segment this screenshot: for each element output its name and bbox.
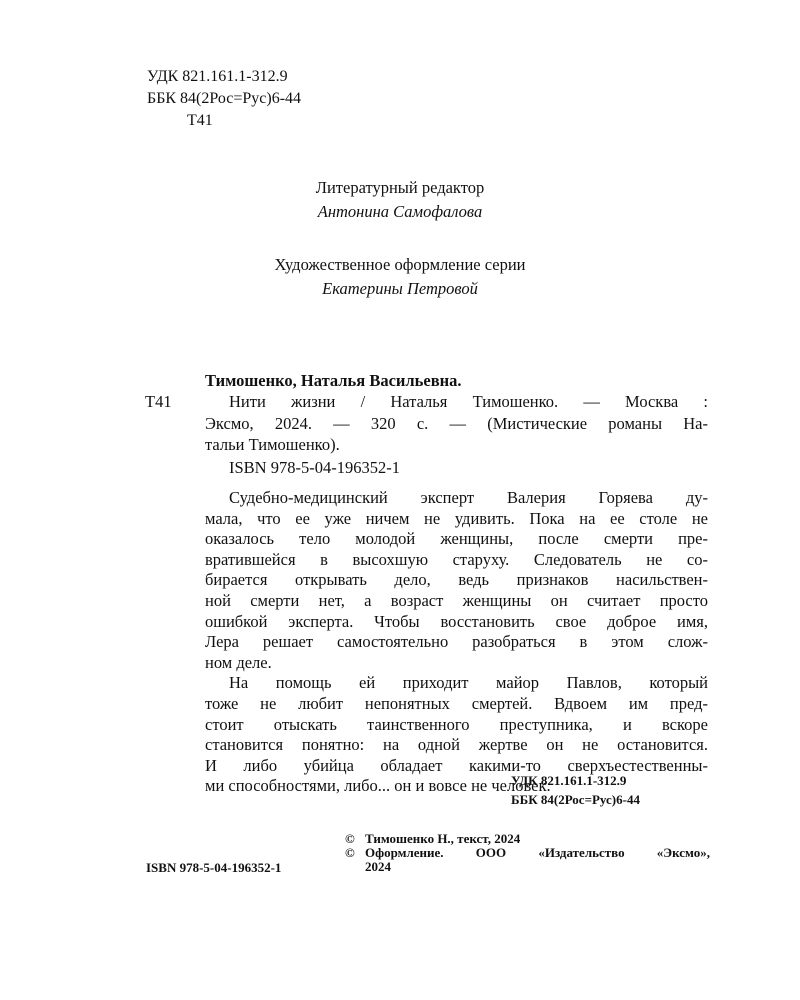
copyright-design-year: 2024 — [365, 859, 391, 874]
annotation-line: мала, что ее уже ничем не удивить. Пока на ее столе не — [205, 508, 708, 528]
header-bbk-code: ББК 84(2Рос=Рус)6-44 — [147, 90, 302, 107]
bibliography-line: Нити жизни / Наталья Тимошенко. — Москва : — [229, 392, 708, 411]
annotation-line: Судебно-медицинский эксперт Валерия Горяева ду- — [229, 488, 708, 507]
footer-udk-code: УДК 821.161.1-312.9 — [511, 773, 627, 788]
design-name: Екатерины Петровой — [322, 279, 478, 298]
editor-name: Антонина Самофалова — [317, 202, 483, 221]
header-author-mark: Т41 — [187, 112, 213, 129]
design-credit — [0, 253, 800, 301]
copyright-symbol: © — [345, 845, 355, 860]
footer-isbn: ISBN 978-5-04-196352-1 — [146, 860, 282, 875]
copyright-text — [345, 832, 710, 846]
annotation-paragraph-1 — [205, 488, 708, 673]
annotation-line: И либо убийца обладает какими-то сверхъестественны- — [205, 755, 708, 775]
header-classification-codes — [147, 66, 301, 132]
bibliography-isbn: ISBN 978-5-04-196352-1 — [229, 458, 400, 477]
copyright-design-line: Оформление. ООО «Издательство «Эксмо», — [365, 845, 710, 860]
annotation-line: бирается открывать дело, ведь признаков насильствен- — [205, 570, 708, 590]
annotation-line: вратившейся в высохшую старуху. Следователь не со- — [205, 549, 708, 569]
annotation — [205, 488, 708, 797]
annotation-line: На помощь ей приходит майор Павлов, который — [229, 673, 708, 693]
header-udk-code: УДК 821.161.1-312.9 — [147, 68, 288, 85]
copyright-symbol: © — [345, 831, 355, 846]
annotation-line: оказалось тело молодой женщины, после смерти пре- — [205, 529, 708, 549]
bibliography-line: Эксмо, 2024. — 320 с. — (Мистические романы На- — [205, 413, 708, 433]
copyright-design — [345, 846, 710, 874]
bibliography-author-mark: Т41 — [145, 392, 172, 411]
footer-bbk-code: ББК 84(2Рос=Рус)6-44 — [511, 792, 640, 807]
bibliography-author-heading: Тимошенко, Наталья Васильевна. — [205, 371, 462, 390]
annotation-line: стоит отыскать таинственного преступника, и вскоре — [205, 714, 708, 734]
annotation-line: ной смерти нет, а возраст женщины он считает просто — [205, 590, 708, 610]
annotation-line: ошибкой эксперта. Чтобы восстановить свое доброе имя, — [205, 611, 708, 631]
copyright-text-line: Тимошенко Н., текст, 2024 — [365, 831, 521, 846]
copyright-block — [345, 832, 710, 874]
design-role: Художественное оформление серии — [274, 255, 526, 274]
annotation-line: ми способностями, либо... он и вовсе не человек. — [205, 776, 551, 796]
annotation-line: становится понятно: на одной жертве он не остановится. — [205, 735, 708, 755]
editor-credit — [0, 176, 800, 224]
footer-classification-codes — [511, 771, 640, 809]
editor-role: Литературный редактор — [315, 178, 485, 197]
annotation-line: ном деле. — [205, 652, 272, 672]
bibliography-description — [205, 391, 708, 456]
annotation-line: тоже не любит непонятных смертей. Вдвоем им пред- — [205, 693, 708, 713]
bibliography-line: тальи Тимошенко). — [205, 435, 340, 454]
annotation-line: Лера решает самостоятельно разобраться в этом слож- — [205, 632, 708, 652]
